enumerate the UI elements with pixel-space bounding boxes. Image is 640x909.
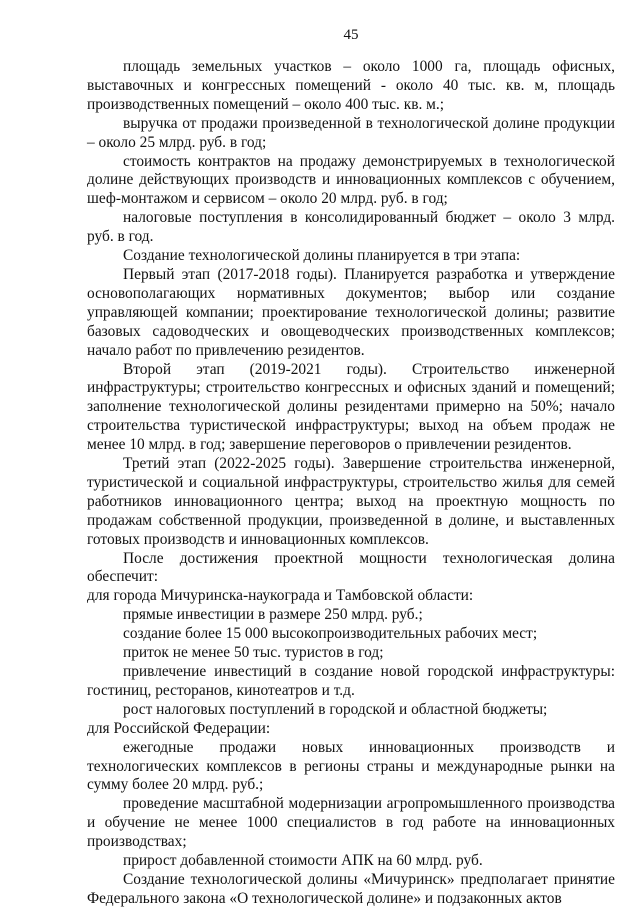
paragraph-jobs: создание более 15 000 высокопроизводительных рабочих мест; xyxy=(123,625,538,643)
paragraph-federal-law: Создание технологической долины «Мичуринск» предполагает принятие Федерального закона «О технологической долине» и подзаконных актов xyxy=(87,870,615,907)
page-number: 45 xyxy=(343,27,359,43)
paragraph-tax: налоговые поступления в консолидированный бюджет – около 3 млрд. руб. в год. xyxy=(87,209,615,246)
document-page xyxy=(87,26,615,909)
paragraph-tax-growth: рост налоговых поступлений в городской и областной бюджеты; xyxy=(123,700,548,718)
paragraph-stage-one: Первый этап (2017-2018 годы). Планируется разработка и утверждение основополагающих нормативных документов; выбор или создание управляющей компании; проектирование технологической долины; развитие базовых садоводческих и овощеводческих производственных комплексов; начало работ по привлечению резидентов. xyxy=(87,265,615,359)
paragraph-investments: прямые инвестиции в размере 250 млрд. руб.; xyxy=(123,606,423,624)
paragraph-tourists: приток не менее 50 тыс. туристов в год; xyxy=(123,644,384,662)
paragraph-value-added: прирост добавленной стоимости АПК на 60 млрд. руб. xyxy=(123,852,483,870)
paragraph-infrastructure: привлечение инвестиций в создание новой городской инфраструктуры: гостиниц, ресторанов, кинотеатров и т.д. xyxy=(87,663,615,699)
paragraph-revenue: выручка от продажи произведенной в технологической долине продукции – около 25 млрд. руб. в год; xyxy=(87,114,615,151)
paragraph-stages-intro: Создание технологической долины планируется в три этапа: xyxy=(123,247,521,265)
paragraph-stage-three: Третий этап (2022-2025 годы). Завершение строительства инженерной, туристической и социальной инфраструктуры, строительство жилья для семей работников инновационного центра; выход на проектную мощность по продажам собственной продукции, произведенной в долине, и выставленных готовых производств и инновационных комплексов. xyxy=(87,455,615,548)
paragraph-federation-heading: для Российской Федерации: xyxy=(87,719,271,737)
paragraph-after-capacity: После достижения проектной мощности технологическая долина обеспечит: xyxy=(87,549,615,586)
paragraph-contracts: стоимость контрактов на продажу демонстрируемых в технологической долине действующих производств и инновационных комплексов с обучением, шеф-монтажом и сервисом – около 20 млрд. руб. в год; xyxy=(87,152,615,208)
paragraph-stage-two: Второй этап (2019-2021 годы). Строительство инженерной инфраструктуры; строительство конгрессных и офисных зданий и помещений; заполнение технологической долины резидентами примерно на 50%; начало строительства туристической инфраструктуры; выход на объем продаж не менее 10 млрд. в год; завершение переговоров о привлечении резидентов. xyxy=(87,360,615,454)
paragraph-annual-sales: ежегодные продажи новых инновационных производств и технологических комплексов в регионы страны и международные рынки на сумму более 20 млрд. руб.; xyxy=(87,738,615,794)
paragraph-city-heading: для города Мичуринска-наукограда и Тамбовской области: xyxy=(87,587,474,605)
paragraph-land-area: площадь земельных участков – около 1000 га, площадь офисных, выставочных и конгрессных помещений - около 40 тыс. кв. м, площадь производственных помещений – около 400 тыс. кв. м.; xyxy=(87,58,615,113)
paragraph-modernization: проведение масштабной модернизации агропромышленного производства и обучение не менее 1000 специалистов в год работе на инновационных производствах; xyxy=(87,795,615,851)
